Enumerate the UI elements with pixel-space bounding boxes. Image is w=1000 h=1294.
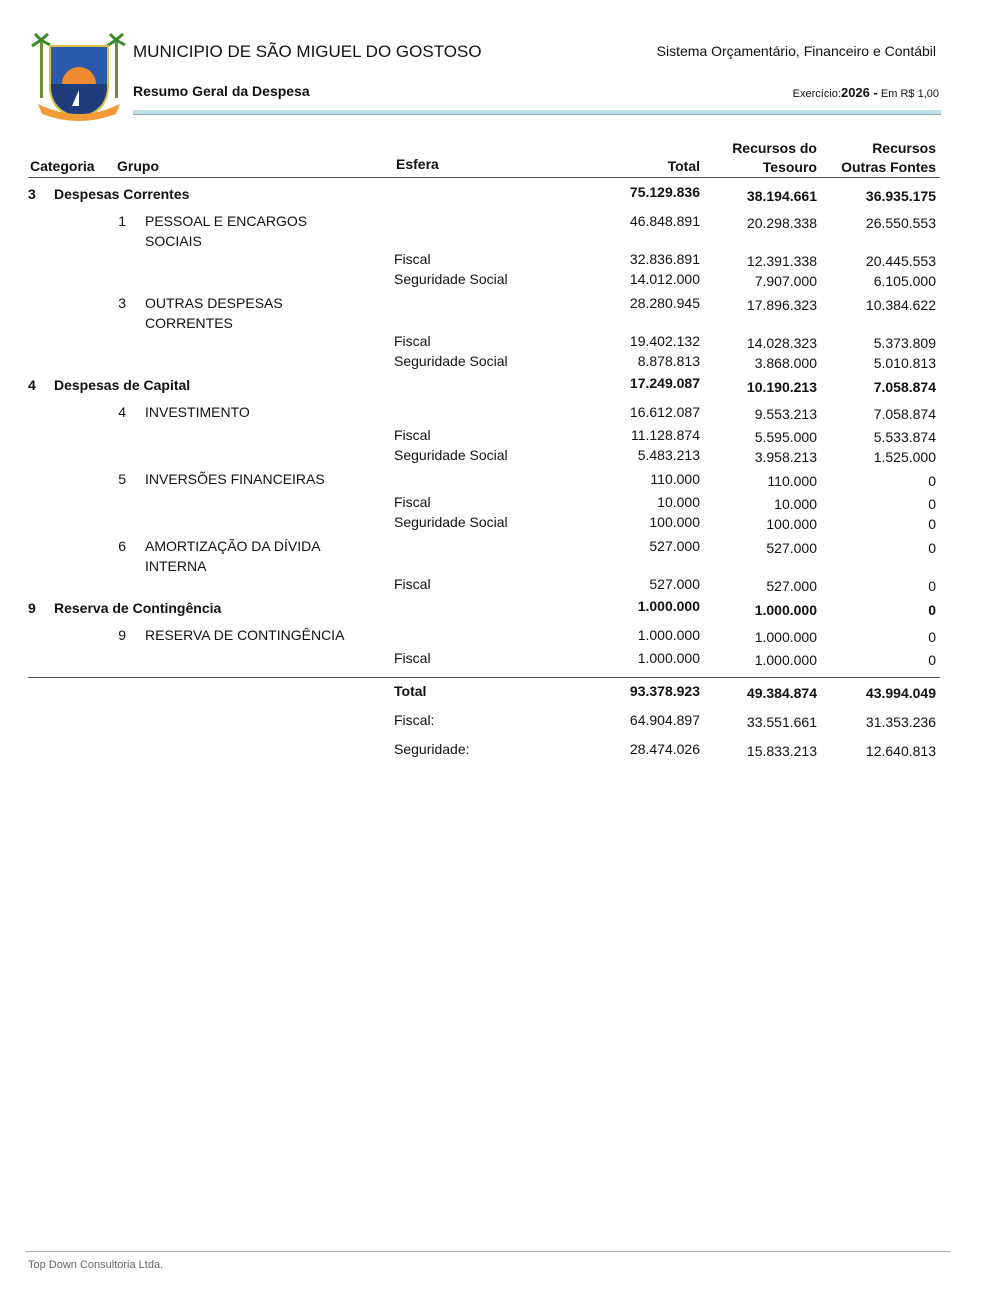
esfera-row [28,512,940,536]
total-value: 5.483.213 [637,447,700,463]
footer-rule [26,1251,950,1252]
esfera-label: Fiscal [394,494,431,510]
esfera-row [28,249,940,269]
total-value: 46.848.891 [629,213,700,229]
outras-fontes-value: 10.384.622 [865,297,936,313]
currency-note: Em R$ 1,00 [880,88,939,100]
outras-fontes-value: 0 [928,516,936,532]
group-code: 4 [118,404,126,420]
totals-rule [28,677,940,678]
total-value: 8.878.813 [637,353,700,369]
category-row [28,184,940,211]
category-label: Despesas Correntes [54,186,190,202]
col-header-outras [841,139,936,177]
group-row [28,402,940,425]
group-code: 5 [118,471,126,487]
exercise-label: Exercício: [792,88,841,100]
tesouro-value: 1.000.000 [754,652,817,668]
total-value: 100.000 [649,514,700,530]
group-code: 9 [118,627,126,643]
esfera-row [28,648,940,668]
tesouro-value: 20.298.338 [746,215,817,231]
outras-fontes-value: 0 [928,602,936,618]
tesouro-value: 527.000 [766,578,817,594]
category-code: 9 [28,600,36,616]
header-rule [28,177,940,178]
category-label: Despesas de Capital [54,377,191,393]
group-label: AMORTIZAÇÃO DA DÍVIDA INTERNA [145,538,320,574]
outras-fontes-value: 31.353.236 [865,714,936,730]
tesouro-value: 9.553.213 [754,406,817,422]
esfera-label: Seguridade Social [394,353,508,369]
group-row [28,469,940,492]
totals-section [28,681,940,768]
total-value: 527.000 [649,576,700,592]
tesouro-value: 100.000 [766,516,817,532]
header-divider [133,110,941,115]
outras-fontes-value: 0 [928,629,936,645]
outras-fontes-value: 1.525.000 [873,449,936,465]
col-header-tesouro-line1: Recursos do [732,140,817,156]
tesouro-value: 14.028.323 [746,335,817,351]
outras-fontes-value: 0 [928,540,936,556]
totals-row [28,681,940,710]
totals-label: Seguridade: [394,741,470,757]
total-value: 28.280.945 [629,295,700,311]
tesouro-value: 17.896.323 [746,297,817,313]
tesouro-value: 33.551.661 [746,714,817,730]
tesouro-value: 1.000.000 [754,629,817,645]
group-code: 1 [118,213,126,229]
expense-table [28,184,940,668]
group-label: INVERSÕES FINANCEIRAS [145,471,325,487]
tesouro-value: 49.384.874 [746,685,817,701]
col-header-tesouro-line2: Tesouro [762,159,817,175]
group-row [28,293,940,331]
total-value: 17.249.087 [629,375,700,391]
total-value: 527.000 [649,538,700,554]
outras-fontes-value: 0 [928,578,936,594]
outras-fontes-value: 5.373.809 [873,335,936,351]
total-value: 10.000 [657,494,700,510]
outras-fontes-value: 26.550.553 [865,215,936,231]
tesouro-value: 527.000 [766,540,817,556]
exercise-year: 2026 - [840,85,878,100]
tesouro-value: 15.833.213 [746,743,817,759]
tesouro-value: 3.958.213 [754,449,817,465]
outras-fontes-value: 36.935.175 [865,188,936,204]
outras-fontes-value: 7.058.874 [873,406,936,422]
category-code: 4 [28,377,36,393]
exercise-info [793,85,939,100]
total-value: 110.000 [650,471,700,487]
esfera-row [28,351,940,375]
esfera-row [28,574,940,598]
tesouro-value: 5.595.000 [754,429,817,445]
esfera-row [28,331,940,351]
col-header-total: Total [667,158,700,174]
footer-text: Top Down Consultoria Ltda. [28,1259,164,1271]
esfera-label: Fiscal [394,576,431,592]
system-name: Sistema Orçamentário, Financeiro e Contábil [656,43,936,59]
category-row [28,375,940,402]
totals-label: Total [394,683,427,699]
esfera-row [28,269,940,293]
esfera-label: Fiscal [394,650,431,666]
totals-row [28,739,940,768]
total-value: 1.000.000 [637,627,700,643]
municipal-coat-of-arms-logo [30,32,128,124]
esfera-row [28,425,940,445]
category-label: Reserva de Contingência [54,600,222,616]
total-value: 1.000.000 [637,650,700,666]
outras-fontes-value: 12.640.813 [865,743,936,759]
outras-fontes-value: 7.058.874 [873,379,936,395]
total-value: 64.904.897 [629,712,700,728]
municipality-name: MUNICIPIO DE SÃO MIGUEL DO GOSTOSO [133,42,482,61]
group-label: OUTRAS DESPESAS CORRENTES [145,295,283,331]
total-value: 32.836.891 [629,251,700,267]
tesouro-value: 38.194.661 [746,188,817,204]
totals-label: Fiscal: [394,712,435,728]
total-value: 1.000.000 [637,598,700,614]
tesouro-value: 1.000.000 [754,602,817,618]
total-value: 19.402.132 [629,333,700,349]
col-header-esfera: Esfera [396,156,439,172]
totals-row [28,710,940,739]
esfera-label: Fiscal [394,251,431,267]
outras-fontes-value: 20.445.553 [865,253,936,269]
outras-fontes-value: 0 [928,652,936,668]
outras-fontes-value: 0 [928,473,936,489]
tesouro-value: 7.907.000 [754,273,817,289]
total-value: 11.128.874 [630,427,700,443]
group-row [28,211,940,249]
report-title: Resumo Geral da Despesa [133,83,310,99]
total-value: 28.474.026 [629,741,700,757]
total-value: 93.378.923 [629,683,700,699]
col-header-outras-line2: Outras Fontes [841,159,936,175]
group-code: 6 [118,538,126,554]
group-label: INVESTIMENTO [145,404,250,420]
group-row [28,625,940,648]
category-row [28,598,940,625]
col-header-categoria: Categoria [30,158,95,174]
group-row [28,536,940,574]
esfera-label: Fiscal [394,333,431,349]
esfera-row [28,492,940,512]
outras-fontes-value: 43.994.049 [865,685,936,701]
col-header-grupo: Grupo [117,158,159,174]
total-value: 75.129.836 [629,184,700,200]
total-value: 14.012.000 [629,271,700,287]
esfera-row [28,445,940,469]
tesouro-value: 3.868.000 [754,355,817,371]
outras-fontes-value: 5.533.874 [873,429,936,445]
tesouro-value: 12.391.338 [746,253,817,269]
group-label: RESERVA DE CONTINGÊNCIA [145,627,345,643]
category-code: 3 [28,186,36,202]
total-value: 16.612.087 [629,404,700,420]
tesouro-value: 110.000 [767,473,817,489]
outras-fontes-value: 5.010.813 [873,355,936,371]
group-code: 3 [118,295,126,311]
group-label: PESSOAL E ENCARGOS SOCIAIS [145,213,308,249]
outras-fontes-value: 0 [928,496,936,512]
tesouro-value: 10.190.213 [746,379,817,395]
esfera-label: Seguridade Social [394,447,508,463]
esfera-label: Seguridade Social [394,271,508,287]
outras-fontes-value: 6.105.000 [873,273,936,289]
col-header-outras-line1: Recursos [872,140,936,156]
esfera-label: Seguridade Social [394,514,508,530]
esfera-label: Fiscal [394,427,431,443]
tesouro-value: 10.000 [774,496,817,512]
col-header-tesouro [732,139,817,177]
